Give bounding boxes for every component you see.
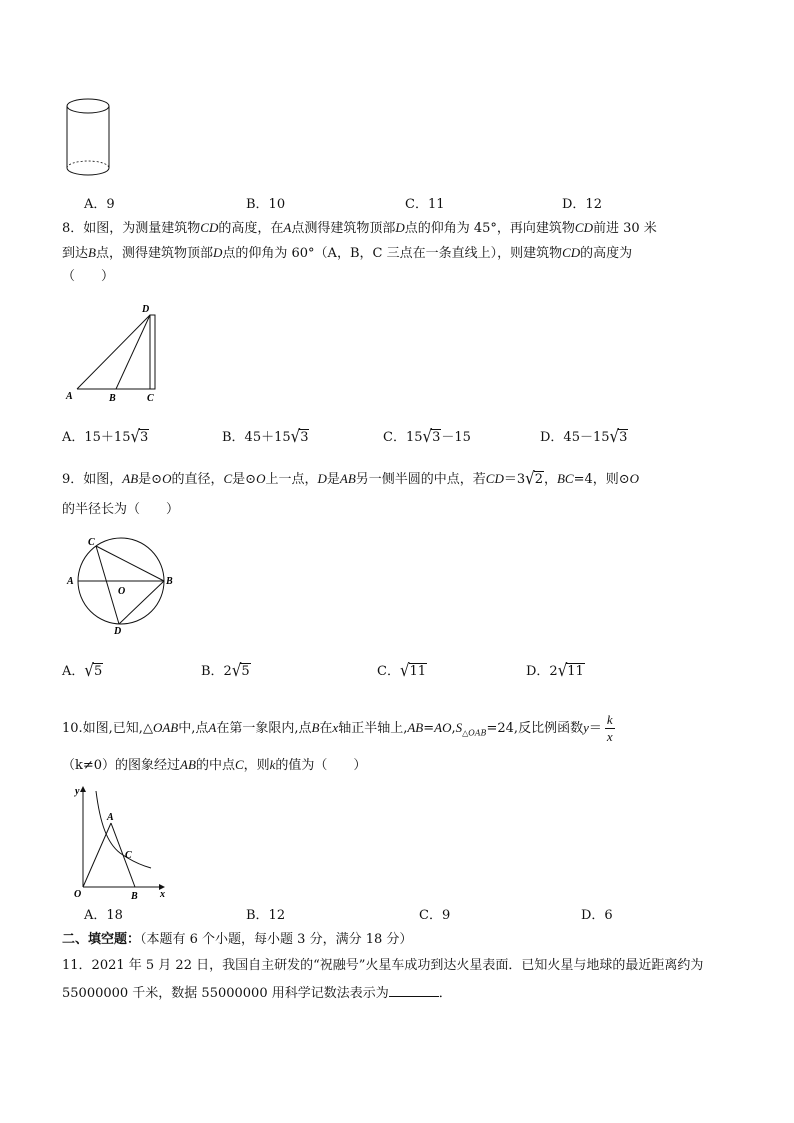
q8-label-A: A [66,391,73,402]
q9-text-line1: 9．如图，AB是⊙O的直径，C是⊙O上一点，D是AB另一侧半圆的中点，若CD＝3√2，BC=4，则⊙O [62,467,640,489]
q8-text-line3: （ ） [62,269,115,284]
q8-building-figure [62,300,172,410]
q10-fraction-k-over-x: $\frac{k}{x}$ [606,712,613,744]
q9-label-D: D [114,626,122,637]
q8-label-C: C [147,393,154,404]
q9-line-DB [119,581,164,624]
cylinder-top [67,99,109,113]
q11-text-line2: 55000000 千米，数据 55000000 用科学记数法表示为 ． [62,982,452,1004]
q9-option-a[interactable]: A．√5 [62,659,103,681]
q10-option-a[interactable]: A．18 [84,908,123,923]
q10-label-O: O [74,889,82,900]
cylinder-bottom-back [67,161,109,168]
section2-heading [62,930,412,950]
q10-label-x: x [160,889,165,900]
q8-option-c[interactable]: C．15√3－15 [383,425,471,447]
q10-graph-figure [62,783,177,905]
q8-option-b[interactable]: B．45＋15√3 [222,425,309,447]
q10-option-d[interactable]: D．6 [581,908,613,923]
q10-label-C: C [125,850,132,861]
q9-label-B: B [166,576,173,587]
cylinder-figure [62,96,114,178]
q9-line-CD [96,546,119,624]
q9-label-C: C [88,537,95,548]
q7-option-b[interactable]: B．10 [246,197,286,212]
q10-text-line1: 10.如图,已知,△OAB中,点A在第一象限内,点B在x轴正半轴上$,AB=AO,S_{\triangle OAB}=24$,反比例函数y＝ $\frac{k}{x}$ [62,712,613,744]
q9-text-line2: 的半径长为（ ） [62,502,180,517]
q10-option-c[interactable]: C．9 [419,908,451,923]
q7-option-c[interactable]: C．11 [405,197,445,212]
q8-label-D: D [142,304,150,315]
section2-title: 二、填空题： [62,932,141,947]
section2-note: （本题有 6 个小题，每小题 3 分，满分 18 分） [140,932,413,947]
q10-label-B: B [131,891,138,902]
q8-building-CD [150,315,155,389]
q10-label-y: y [75,786,80,797]
q8-line-AD [77,315,150,389]
q9-circle-figure [62,533,182,638]
q8-label-B: B [109,393,116,404]
q8-text-line2: 到达B点，测得建筑物顶部D点的仰角为 60°（A，B，C 三点在一条直线上），则建筑物CD的高度为 [62,245,633,261]
q10-label-A: A [107,812,114,823]
q7-option-a[interactable]: A．9 [84,197,115,212]
q8-text-line1: 8．如图，为测量建筑物CD的高度，在A点测得建筑物顶部D点的仰角为 45°，再向建筑物CD前进 30 米 [62,220,657,236]
q11-text-line1: 11．2021 年 5 月 22 日，我国自主研发的“祝融号”火星车成功到达火星表面．已知火星与地球的最近距离约为 [62,958,704,973]
q10-text-line2: （k≠0）的图象经过AB的中点C，则k的值为（ ） [62,757,367,773]
q9-option-b[interactable]: B．2√5 [201,659,250,681]
q10-option-b[interactable]: B．12 [246,908,286,923]
q8-option-a[interactable]: A．15＋15√3 [62,425,149,447]
q9-option-c[interactable]: C．√11 [377,659,427,681]
q10-line-OA [83,823,111,887]
q9-line-CB [96,546,164,581]
q9-label-O: O [118,586,126,597]
cylinder-bottom-front [67,168,109,175]
q11-answer-blank[interactable] [389,982,439,997]
q9-option-d[interactable]: D．2√11 [526,659,584,681]
q8-line-BD [116,315,150,389]
q7-option-d[interactable]: D．12 [562,197,602,212]
q9-label-A: A [67,576,74,587]
q8-option-d[interactable]: D．45－15√3 [540,425,628,447]
